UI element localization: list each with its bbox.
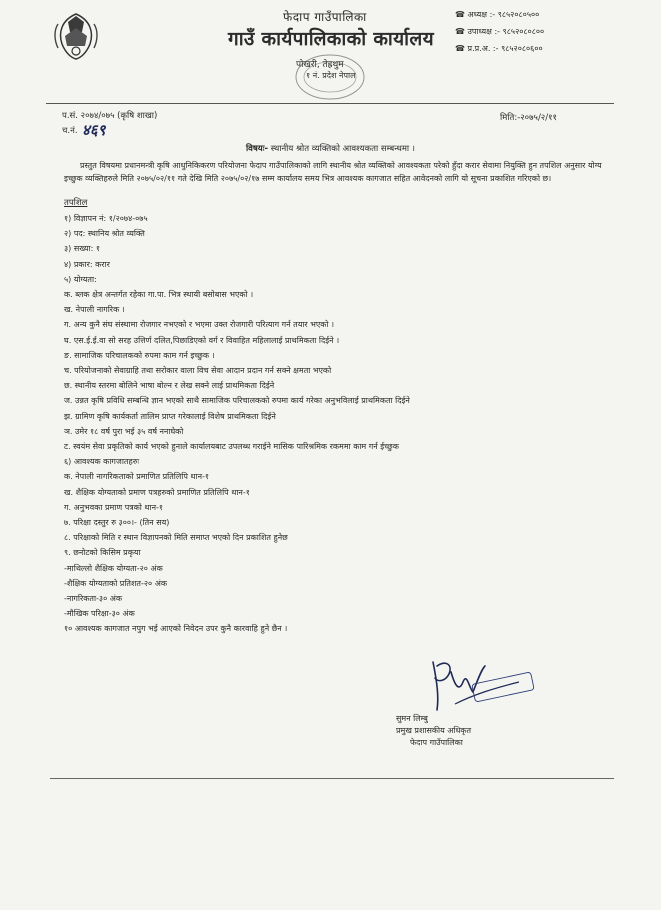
detail-line: ख. शैक्षिक योग्यताको प्रमाण पत्रहरुको प्रमाणित प्रतिलिपि थान-१	[64, 487, 250, 497]
detail-line: १) विज्ञापन नं: १/२०७४-०७५	[64, 214, 148, 223]
detail-line: च. परियोजनाको सेवाग्राहि तथा सरोकार वाला विच सेवा आदान प्रदान गर्न सक्ने क्षमता भएको	[64, 366, 332, 375]
detail-line: ७. परिक्षा दस्तुर रु ३००।- (तिन सय)	[64, 518, 170, 527]
detail-line: ट. स्वयंम सेवा प्रकृतिको कार्य भएको हुनाले कार्यालयबाट उपलब्ध गराईने मासिक पारिश्रमिक रकममा काम गर्न ईच्छुक	[64, 442, 399, 451]
detail-line: ३) सख्या: १	[64, 244, 101, 254]
detail-line: छ. स्थानीय स्तरमा बोलिने भाषा बोल्न र लेख सक्ने लाई प्राथमिकता दिईने	[64, 381, 275, 391]
detail-line: -मौखिक परिक्षा-३० अंक	[64, 609, 135, 619]
detail-line: ञ. उमेर १८ वर्ष पुरा भई ३५ वर्ष ननाघेको	[64, 426, 184, 436]
contact-number: ९८५२०८०६००	[501, 44, 543, 53]
contact-label: उपाध्यक्ष	[467, 27, 492, 36]
contact-label: प्र.प्र.अ.	[467, 44, 491, 53]
phone-icon: ☎	[455, 10, 465, 19]
footer-divider	[50, 778, 614, 779]
signature-icon	[415, 652, 535, 712]
contact-row: ☎ उपाध्यक्ष :- ९८५२०८०८००	[455, 27, 545, 36]
contact-row: ☎ अध्यक्ष :- ९८५२०८०५००	[455, 10, 540, 19]
details-heading: तपशिल	[64, 198, 88, 208]
fiscal-year: प.सं. २०७४/०७५ (कृषि शाखा)	[62, 111, 158, 121]
detail-line: ५) योग्यता:	[64, 274, 97, 284]
phone-icon: ☎	[455, 27, 465, 36]
detail-line: झ. ग्रामिण कृषि कार्यकर्ता तालिम प्राप्त गरेकालाई विशेष प्राथमिकता दिईने	[64, 411, 276, 421]
detail-line: क. नेपाली नागरिकताको प्रमाणित प्रतिलिपि थान-१	[64, 472, 210, 482]
detail-line: -माथिल्लो शैक्षिक योग्यता-२० अंक	[64, 563, 163, 573]
detail-line: ग. अनुभवका प्रमाण पत्रको थान-१	[64, 502, 164, 512]
letter-date: मिति:-२०७५/२/११	[500, 113, 557, 123]
detail-line: ४) प्रकार: करार	[64, 259, 110, 269]
header-divider	[46, 103, 614, 104]
dispatch-prefix: च.नं.	[62, 126, 78, 136]
detail-line: ज. उन्नत कृषि प्रविधि सम्बन्धि ज्ञान भएको साथै सामाजिक परिचालकको रुपमा कार्य गरेका अनुभविलाई प्राथमिकता दिईने	[64, 396, 410, 406]
detail-line: ङ. सामाजिक परिचालकको रुपमा काम गर्न इच्छुक ।	[64, 350, 215, 360]
subject-line	[0, 143, 661, 154]
detail-line: -शैक्षिक योग्यताको प्रतिशत-२० अंक	[64, 578, 168, 588]
subject-label: विषयः-	[245, 144, 268, 154]
phone-icon: ☎	[455, 44, 465, 53]
detail-line: ८. परिक्षाको मिति र स्थान विज्ञापनको मिति समाप्त भएको दिन प्रकाशित हुनेछ	[64, 533, 288, 543]
office-title: गाउँ कार्यपालिकाको कार्यालय	[228, 28, 434, 50]
detail-line: १० आवश्यक कागजात नपुग भई आएको निवेदन उपर कुनै कारवाहि हुने छैन ।	[64, 624, 288, 634]
subject-text: स्थानीय श्रोत व्यक्तिको आवश्यकता सम्बन्धमा ।	[270, 144, 416, 154]
office-province: १ नं. प्रदेश नेपाल	[306, 71, 356, 80]
body-paragraph: प्रस्तुत विषयमा प्रधानमन्त्री कृषि आधुनिकिकरण परियोजना फेदाप गाउँपालिकाको लागि स्थानीय श्रोत व्यक्तिको आवश्यकता परेको हुँदा करार सेवामा नियुक्ति हुन तपशिल अनुसार योग्य इच्छुक व्यक्तिहरुले मिति २०७५/०२/११ गते देखि मिति २०७५/०२/१७ सम्म कार्यालय समय भित्र आवश्यक कागजात सहित आवेदनको लागि यो सूचना प्रकाशित गरिएको छ।	[64, 161, 602, 183]
detail-line: क. ब्लक क्षेत्र अन्तर्गत रहेका गा.पा. भित्र स्थायी बसोबास भएको ।	[64, 290, 254, 299]
dispatch-number: ४६९	[82, 121, 106, 139]
detail-line: ९. छनोटको किसिम प्रकृया	[64, 548, 141, 558]
contact-label: अध्यक्ष	[467, 10, 488, 19]
municipality-name: फेदाप गाउँपालिका	[283, 10, 367, 24]
detail-line: घ. एस.ई.ई.वा सो सरह उत्तिर्ण दलित,पिछाडिएको वर्ग र विवाहित महिलालाई प्राथमिकता दिईने ।	[64, 335, 340, 345]
contact-number: ९८५२०८०५००	[497, 10, 540, 19]
detail-line: ६) आवश्यक कागजातहरुः	[64, 457, 140, 467]
detail-line: ग. अन्य कुनै संघ संस्थामा रोजगार नभएको र भएमा उक्त रोजगारी परित्याग गर्न तयार भएको ।	[64, 320, 335, 330]
contact-row: ☎ प्र.प्र.अ. :- ९८५२०८०६००	[455, 44, 543, 53]
signatory-office: फेदाप गाउँपालिका	[410, 738, 463, 747]
detail-line: ख. नेपाली नागरिक ।	[64, 305, 125, 315]
office-address: पोखरी, तेह्रथुम	[296, 60, 344, 70]
detail-line: -नागरिकता-३० अंक	[64, 594, 123, 603]
signatory-title: प्रमुख प्रशासकीय अधिकृत	[396, 726, 472, 735]
signatory-name: सुमन लिम्बु	[396, 714, 428, 723]
contact-list	[455, 9, 544, 60]
nepal-emblem-icon	[50, 10, 102, 62]
contact-number: ९८५२०८०८००	[502, 27, 545, 36]
detail-line: २) पद: स्थानिय श्रोत व्यक्ति	[64, 229, 145, 239]
